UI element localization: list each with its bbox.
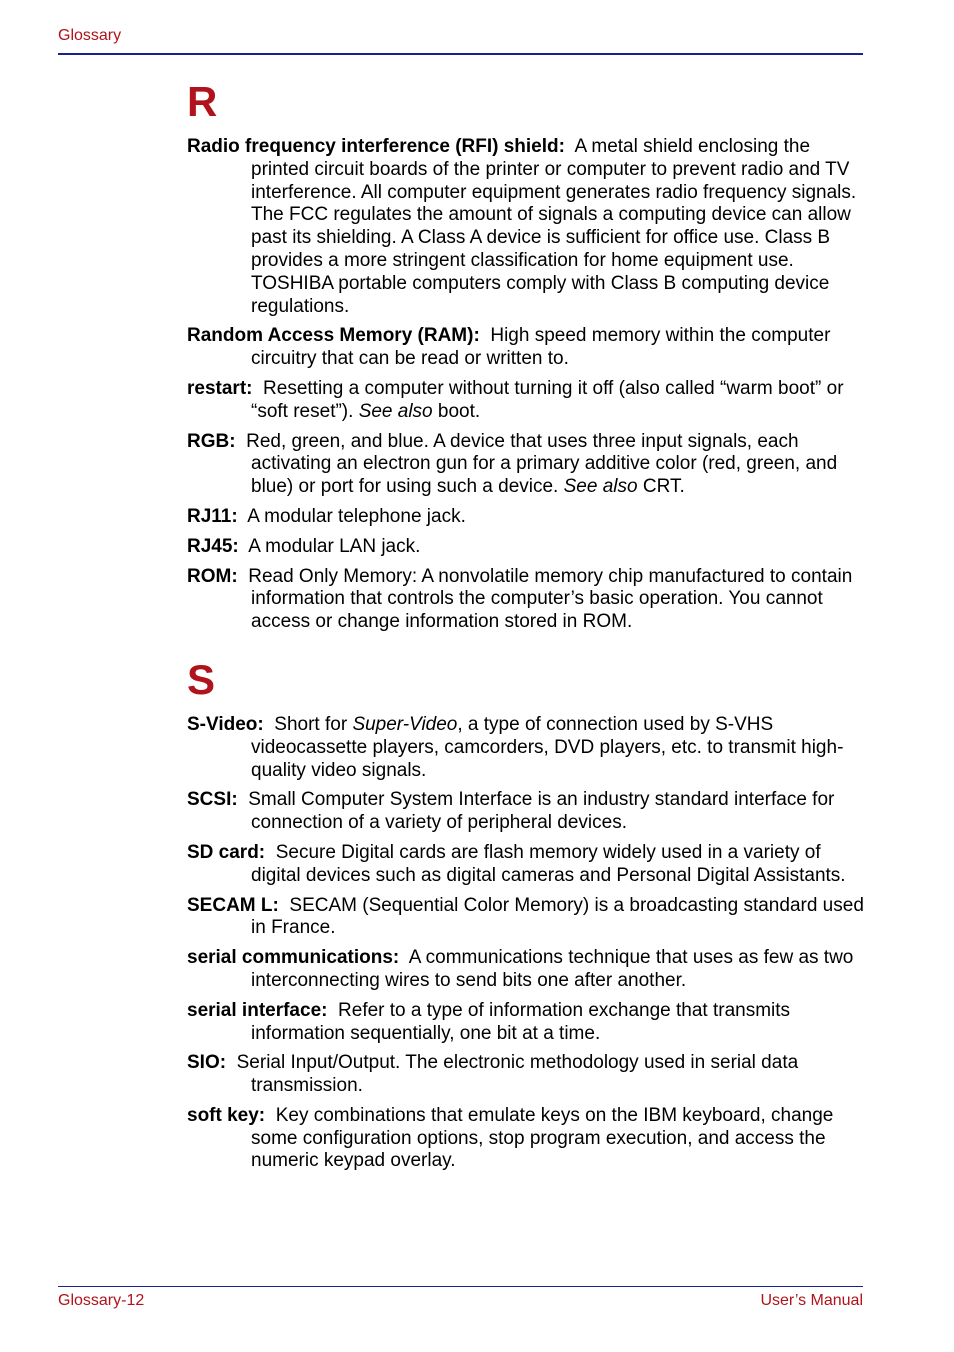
glossary-definition: High speed memory within the computer circuitry that can be read or written to.	[251, 325, 831, 370]
section-heading-s: S	[187, 655, 216, 703]
glossary-definition: Short for	[274, 713, 348, 735]
glossary-term: SCSI:	[187, 789, 238, 811]
glossary-definition: Resetting a computer without turning it off (also called “warm boot” or “soft reset”).	[251, 377, 844, 422]
see-also-target: CRT.	[642, 476, 685, 498]
header-rule	[58, 53, 863, 55]
glossary-entry-secam-l	[187, 895, 867, 941]
glossary-entry-serial-communications	[187, 947, 867, 993]
see-also-target: boot.	[437, 400, 481, 422]
glossary-entry-ram	[187, 325, 867, 371]
glossary-definition: Secure Digital cards are flash memory widely used in a variety of digital devices such as digital cameras and Personal Digital Assistants.	[251, 841, 846, 886]
glossary-term: ROM:	[187, 565, 238, 587]
glossary-term: Random Access Memory (RAM):	[187, 325, 480, 347]
glossary-definition: Small Computer System Interface is an industry standard interface for connection of a variety of peripheral devices.	[248, 789, 835, 834]
glossary-definition: A modular telephone jack.	[247, 505, 466, 527]
glossary-term: S-Video:	[187, 713, 264, 735]
see-also-label: See also	[563, 476, 638, 498]
footer-rule	[58, 1286, 863, 1287]
glossary-term: SECAM L:	[187, 894, 279, 916]
glossary-definition: Read Only Memory: A nonvolatile memory chip manufactured to contain information that controls the computer’s basic operation. You cannot access or change information stored in ROM.	[248, 565, 853, 633]
glossary-entry-rj45	[187, 536, 867, 559]
glossary-entry-rj11	[187, 506, 867, 529]
glossary-term: RJ45:	[187, 535, 239, 557]
glossary-term: soft key:	[187, 1104, 266, 1126]
glossary-definition: SECAM (Sequential Color Memory) is a broadcasting standard used in France.	[251, 894, 864, 939]
glossary-term: restart:	[187, 377, 253, 399]
glossary-term: serial communications:	[187, 947, 400, 969]
glossary-entry-rom	[187, 566, 867, 634]
glossary-term: Radio frequency interference (RFI) shield:	[187, 136, 565, 157]
glossary-definition: A metal shield enclosing the printed circuit boards of the printer or computer to prevent radio and TV interference. All computer equipment generates radio frequency signals. The FCC regulates the amount of signals a computing device can allow past its shielding. A Class A device is sufficient for office use. Class B provides a more stringent classification for home equipment use. TOSHIBA portable computers comply with Class B computing device regulations.	[251, 136, 857, 317]
glossary-definition: Key combinations that emulate keys on the IBM keyboard, change some configuration options, stop program execution, and access the numeric keypad overlay.	[251, 1104, 834, 1172]
section-heading-r: R	[187, 78, 218, 125]
glossary-term: SIO:	[187, 1052, 227, 1074]
glossary-entry-serial-interface	[187, 1000, 867, 1046]
glossary-definition: Refer to a type of information exchange that transmits information sequentially, one bit at a time.	[251, 999, 791, 1044]
glossary-definition: Serial Input/Output. The electronic methodology used in serial data transmission.	[236, 1052, 799, 1097]
glossary-definition-continued: , a type of connection used by S-VHS videocassette players, camcorders, DVD players, etc. to transmit high-quality video signals.	[251, 713, 844, 781]
page-number: Glossary-12	[58, 1292, 145, 1309]
see-also-label: See also	[358, 400, 433, 422]
glossary-entry-sd-card	[187, 842, 867, 888]
glossary-entry-scsi	[187, 789, 867, 835]
glossary-term: serial interface:	[187, 999, 328, 1021]
glossary-definition: Red, green, and blue. A device that uses three input signals, each activating an electron gun for a primary additive color (red, green, and blue) or port for using such a device.	[246, 430, 838, 498]
glossary-term: RJ11:	[187, 505, 238, 527]
glossary-content	[187, 78, 867, 1180]
glossary-entry-rgb	[187, 431, 867, 499]
glossary-definition: A modular LAN jack.	[248, 535, 421, 557]
glossary-definition: A communications technique that uses as few as two interconnecting wires to send bits one after another.	[251, 947, 854, 991]
glossary-term: RGB:	[187, 430, 236, 452]
running-header: Glossary	[58, 27, 122, 44]
glossary-term: SD card:	[187, 841, 266, 863]
glossary-entry-soft-key	[187, 1105, 867, 1173]
glossary-definition-italic: Super-Video	[352, 713, 458, 735]
glossary-entry-restart	[187, 378, 867, 424]
glossary-entry-s-video	[187, 714, 867, 782]
manual-title: User’s Manual	[760, 1292, 863, 1309]
glossary-entry-sio	[187, 1052, 867, 1098]
glossary-entry-rfi-shield	[187, 136, 867, 318]
